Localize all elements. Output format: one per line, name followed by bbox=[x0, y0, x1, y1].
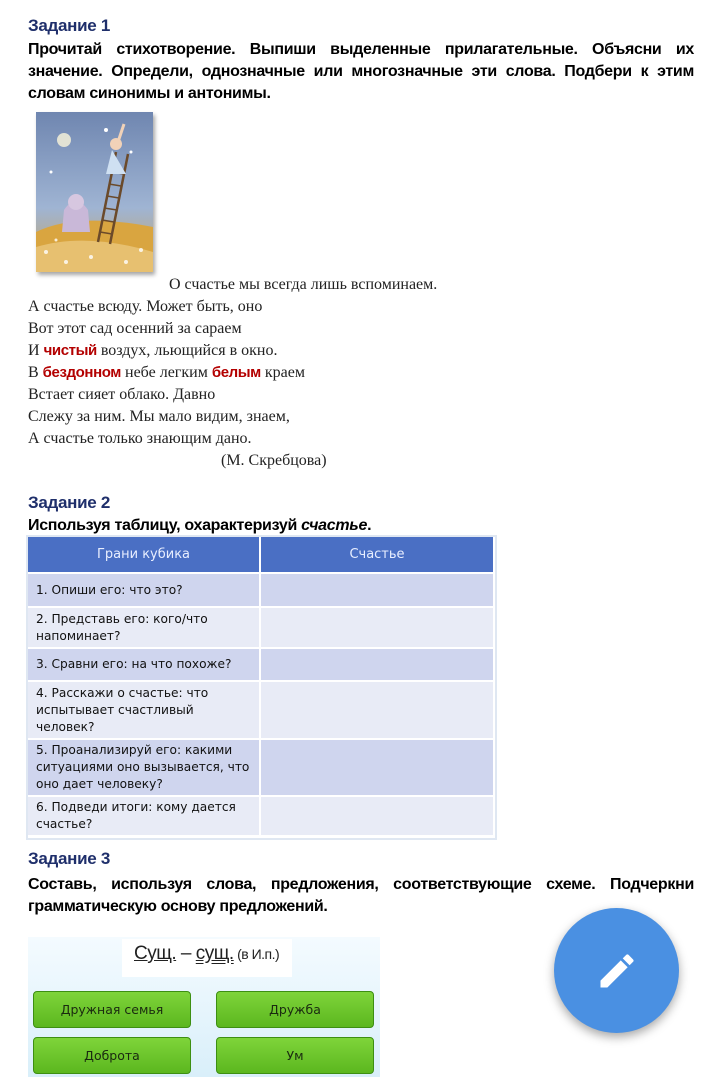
table-answer-cell[interactable] bbox=[260, 796, 494, 836]
table-row-label: 4. Расскажи о счастье: что испытывает счастливый человек? bbox=[28, 681, 260, 739]
poem-line-6: Встает сияет облако. Давно bbox=[28, 386, 216, 403]
poem-text: воздух, льющийся в окно. bbox=[96, 342, 278, 359]
word-button-mind[interactable]: Ум bbox=[216, 1037, 374, 1074]
highlighted-adjective: чистый bbox=[43, 342, 97, 359]
word-button-kindness[interactable]: Доброта bbox=[33, 1037, 191, 1074]
poem-line-4 bbox=[28, 340, 437, 362]
poem-line-7: Слежу за ним. Мы мало видим, знаем, bbox=[28, 408, 290, 425]
cube-table bbox=[28, 537, 495, 837]
highlighted-adjective: белым bbox=[211, 364, 261, 381]
poem-text: небе легким bbox=[121, 364, 212, 381]
poem-text: В bbox=[28, 364, 43, 381]
task2-title: Задание 2 bbox=[28, 493, 111, 512]
task3-title: Задание 3 bbox=[28, 849, 111, 868]
poem-author: (М. Скребцова) bbox=[221, 452, 327, 469]
table-header-facets: Грани кубика bbox=[28, 537, 260, 573]
table-answer-cell[interactable] bbox=[260, 607, 494, 648]
table-row bbox=[28, 796, 494, 836]
poem-text: краем bbox=[260, 364, 305, 381]
scheme-formula bbox=[134, 943, 279, 965]
table-row-label: 3. Сравни его: на что похоже? bbox=[28, 648, 260, 681]
poem-line-1: О счастье мы всегда лишь вспоминаем. bbox=[169, 276, 438, 293]
task2-text: Используя таблицу, охарактеризуй bbox=[28, 517, 302, 534]
poem-illustration bbox=[36, 112, 153, 272]
poem-text: И bbox=[28, 342, 44, 359]
highlighted-adjective: бездонном bbox=[42, 364, 122, 381]
scheme-dash: – bbox=[176, 943, 196, 964]
scheme-case: (в И.п.) bbox=[233, 946, 280, 962]
table-row bbox=[28, 607, 494, 648]
poem-line-3: Вот этот сад осенний за сараем bbox=[28, 320, 242, 337]
table-row-label: 1. Опиши его: что это? bbox=[28, 573, 260, 607]
scheme-predicate: сущ. bbox=[195, 943, 234, 964]
poem-line-5 bbox=[28, 362, 437, 384]
table-row-label: 6. Подведи итоги: кому дается счастье? bbox=[28, 796, 260, 836]
poem-line-2: А счастье всюду. Может быть, оно bbox=[28, 298, 263, 315]
table-answer-cell[interactable] bbox=[260, 739, 494, 796]
table-row-label: 2. Представь его: кого/что напоминает? bbox=[28, 607, 260, 648]
task1-instruction: Прочитай стихотворение. Выпиши выделенные прилагательные. Объясни их значение. Определи, однозначные или многозначные эти слова. Подбери к этим словам синонимы и антонимы. bbox=[28, 41, 694, 102]
table-answer-cell[interactable] bbox=[260, 681, 494, 739]
sentence-scheme bbox=[28, 937, 380, 1077]
table-row bbox=[28, 573, 494, 607]
table-answer-cell[interactable] bbox=[260, 648, 494, 681]
word-button-friendship[interactable]: Дружба bbox=[216, 991, 374, 1028]
task2-text: . bbox=[367, 517, 372, 534]
table-row bbox=[28, 648, 494, 681]
poem bbox=[28, 274, 437, 472]
task2-instruction bbox=[28, 515, 694, 537]
table-row bbox=[28, 681, 494, 739]
table-answer-cell[interactable] bbox=[260, 573, 494, 607]
table-header-happiness: Счастье bbox=[260, 537, 494, 573]
table-row-label: 5. Проанализируй его: какими ситуациями оно вызывается, что оно дает человеку? bbox=[28, 739, 260, 796]
poem-line-8: А счастье только знающим дано. bbox=[28, 430, 252, 447]
task1-title: Задание 1 bbox=[28, 16, 111, 35]
task3-instruction: Составь, используя слова, предложения, соответствующие схеме. Подчеркни грамматическую основу предложений. bbox=[28, 876, 694, 915]
task2-emphasis: счастье bbox=[301, 517, 368, 534]
table-row bbox=[28, 739, 494, 796]
word-button-family[interactable]: Дружная семья bbox=[33, 991, 191, 1028]
edit-fab-button[interactable] bbox=[554, 908, 679, 1033]
scheme-subject: Сущ. bbox=[134, 943, 177, 964]
table-header-row bbox=[28, 537, 494, 573]
pencil-icon bbox=[595, 949, 639, 993]
